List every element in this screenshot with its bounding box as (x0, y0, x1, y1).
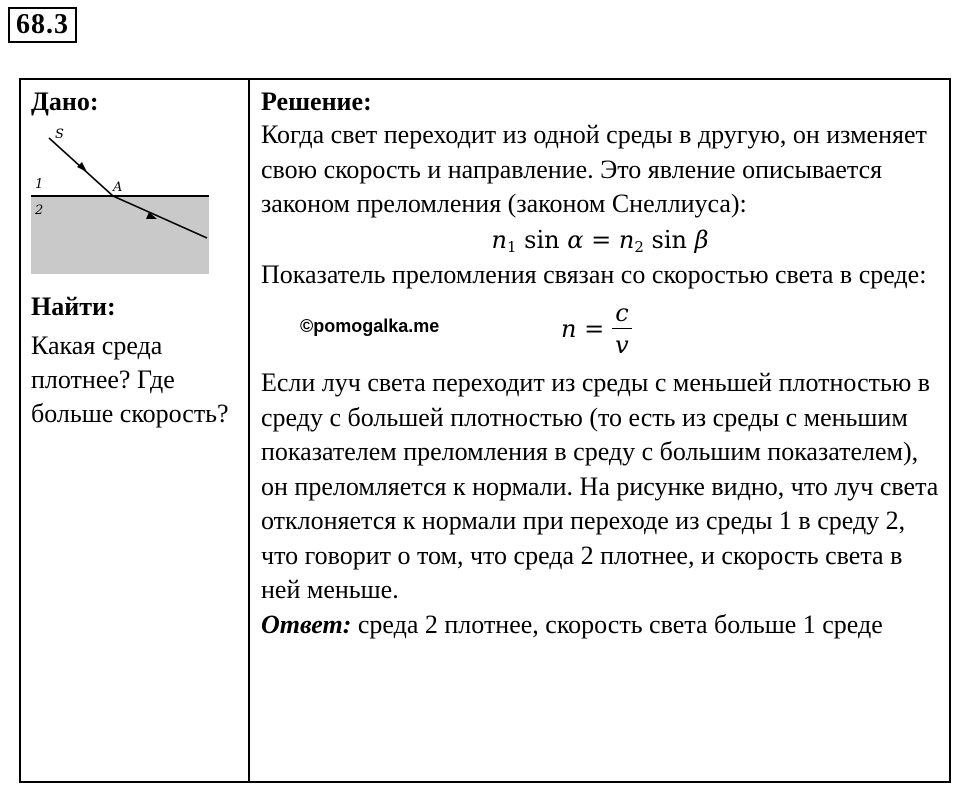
given-column (21, 80, 250, 781)
index-formula-row (261, 292, 939, 366)
answer (261, 608, 939, 643)
formula-alpha: α (567, 225, 584, 254)
answer-label: Ответ: (261, 609, 352, 639)
answer-text: среда 2 плотнее, скорость света больше 1 среде (351, 609, 883, 639)
solution-column (250, 80, 949, 781)
point-label-a: A (113, 180, 123, 195)
problem-number: 68.3 (8, 7, 77, 43)
watermark: ©pomogalka.me (300, 316, 440, 336)
medium-1-label: 1 (35, 177, 44, 192)
snell-formula (261, 222, 939, 258)
formula-n2: n (618, 225, 635, 254)
fraction-numerator: c (612, 298, 631, 329)
fraction (612, 298, 631, 361)
medium-2-area (31, 196, 209, 274)
formula-sub2: 2 (634, 237, 644, 256)
find-question: Какая среда плотнее? Где больше скорость? (31, 331, 229, 428)
solution-paragraph-2: Показатель преломления связан со скоростью света в среде: (261, 259, 927, 289)
formula-beta: β (694, 225, 709, 254)
solution-paragraph-3: Если луч света переходит из среды с меньшей плотностью в среду с большей плотностью (то есть из среды с меньшим показателем преломления в среду с большим показателем), он преломляется к нормали. На рисунке видно, что луч света отклоняется к нормали при переходе из среды 1 в среду 2, что говорит о том, что среда 2 плотнее, и скорость света в ней меньше. (261, 368, 939, 604)
formula-n1: n (491, 225, 507, 254)
given-heading: Дано: (31, 87, 99, 116)
formula-sin2: sin (651, 225, 687, 254)
index-formula (561, 292, 632, 366)
formula-eq: = (591, 225, 612, 254)
incident-arrow (77, 162, 87, 172)
medium-2-label: 2 (35, 203, 44, 218)
formula-sub1: 1 (506, 237, 517, 256)
ray-label-s: S (55, 127, 64, 142)
index-formula-lhs: n = (561, 315, 605, 343)
solution-heading: Решение: (261, 87, 372, 116)
formula-sin1: sin (524, 225, 560, 254)
find-heading: Найти: (31, 292, 116, 321)
solution-table (19, 78, 951, 783)
fraction-denominator: v (615, 330, 629, 359)
solution-paragraph-1: Когда свет переходит из одной среды в другую, он изменяет свою скорость и направление. Это явление описывается законом преломления (законом Снеллиуса): (261, 120, 927, 218)
refraction-figure (31, 124, 209, 274)
